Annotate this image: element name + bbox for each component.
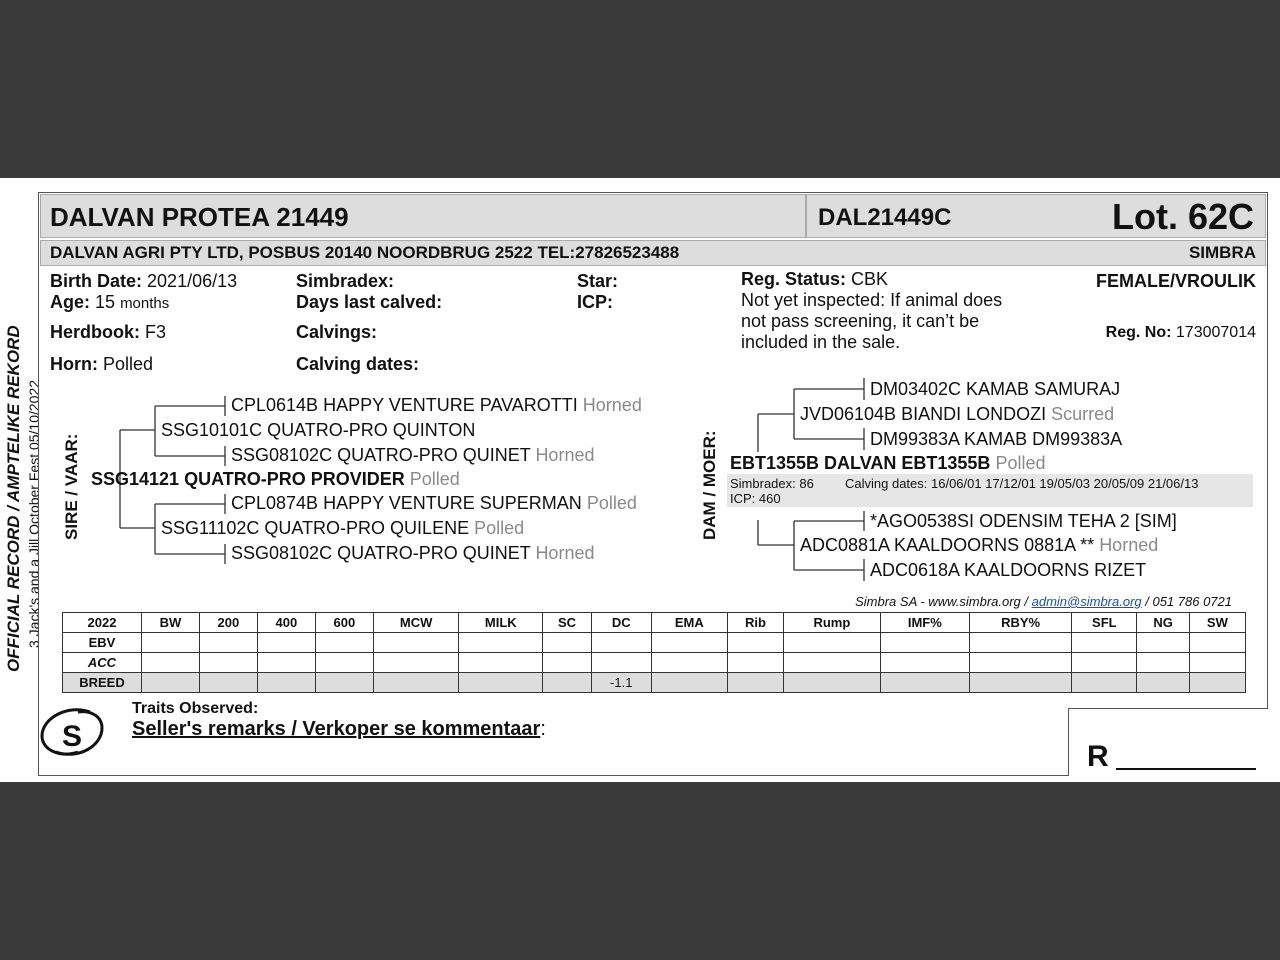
sex-label: FEMALE/VROULIK xyxy=(1096,271,1256,291)
col-milk: MILK xyxy=(459,613,543,633)
herdbook-label: Herdbook: xyxy=(50,322,140,342)
calvings-label: Calvings: xyxy=(296,322,378,342)
dam-dam-sire xyxy=(870,511,1177,532)
table-cell xyxy=(199,673,257,693)
seller-remarks xyxy=(132,718,546,741)
contact-suffix: / 051 786 0721 xyxy=(1141,594,1232,609)
table-cell xyxy=(591,653,651,673)
age-value: 15 xyxy=(95,292,116,312)
horn-label: Horn: xyxy=(50,354,98,374)
table-cell xyxy=(1189,653,1245,673)
contact-prefix: Simbra SA - www.simbra.org / xyxy=(855,594,1032,609)
official-record-label: OFFICIAL RECORD / AMPTELIKE REKORD xyxy=(4,325,23,672)
table-cell xyxy=(969,653,1071,673)
birth-date-label: Birth Date: xyxy=(50,271,143,291)
table-cell xyxy=(591,633,651,653)
price-label: R xyxy=(1087,740,1109,773)
sire-status: Polled xyxy=(409,469,460,489)
table-cell xyxy=(373,673,459,693)
star-label: Star: xyxy=(577,271,619,291)
table-cell: -1.1 xyxy=(591,673,651,693)
table-cell xyxy=(373,633,459,653)
dam-dam-status: Horned xyxy=(1099,535,1159,555)
icp-label: ICP: xyxy=(577,292,613,312)
sire-dam-dam-name: SSG08102C QUATRO-PRO QUINET xyxy=(231,543,531,563)
dam-dam-name: ADC0881A KAALDOORNS 0881A ** xyxy=(800,535,1095,555)
table-cell xyxy=(1189,633,1245,653)
col-rby: RBY% xyxy=(969,613,1071,633)
simbra-logo-icon xyxy=(38,704,106,760)
table-cell xyxy=(1072,673,1137,693)
table-cell xyxy=(880,673,969,693)
reg-number-label: Reg. No: xyxy=(1105,324,1172,341)
dam-sire-status: Scurred xyxy=(1051,404,1115,424)
table-cell xyxy=(727,633,783,653)
sire-dam-name: SSG11102C QUATRO-PRO QUILENE xyxy=(161,518,470,538)
animal-name: DALVAN PROTEA 21449 xyxy=(50,202,349,232)
dam-dam-dam xyxy=(870,560,1146,581)
contact-email-link[interactable]: admin@simbra.org xyxy=(1031,594,1142,609)
table-cell xyxy=(199,633,257,653)
dam-simbradex: Simbradex: 86 xyxy=(730,476,814,491)
table-cell xyxy=(1072,633,1137,653)
table-cell xyxy=(1137,653,1189,673)
price-line[interactable] xyxy=(1116,768,1256,770)
traits-observed-label: Traits Observed: xyxy=(132,700,259,717)
table-cell xyxy=(880,633,969,653)
sire-sire-dam-name: SSG08102C QUATRO-PRO QUINET xyxy=(231,445,531,465)
sire-dam-sire xyxy=(231,493,637,514)
age-unit: months xyxy=(120,295,170,312)
sire-sire-dam-status: Horned xyxy=(535,445,595,465)
table-cell xyxy=(459,633,543,653)
dam-sire-dam xyxy=(870,429,1122,450)
dam-sire-name: JVD06104B BIANDI LONDOZI xyxy=(800,404,1047,424)
col-sc: SC xyxy=(543,613,592,633)
logo-letter: S xyxy=(61,720,83,753)
table-cell xyxy=(257,633,315,653)
sire-sire-sire xyxy=(231,395,642,416)
sire-dam-dam-status: Horned xyxy=(535,543,595,563)
table-cell xyxy=(543,633,592,653)
table-cell xyxy=(543,673,592,693)
table-cell xyxy=(1137,633,1189,653)
col-rump: Rump xyxy=(784,613,881,633)
table-cell xyxy=(142,633,200,653)
sire-dam-sire-name: CPL0874B HAPPY VENTURE SUPERMAN xyxy=(231,493,582,513)
table-cell xyxy=(1189,673,1245,693)
col-ema: EMA xyxy=(651,613,727,633)
sire-label: SIRE / VAAR: xyxy=(62,433,81,540)
age-label: Age: xyxy=(50,292,90,312)
owner-info: DALVAN AGRI PTY LTD, POSBUS 20140 NOORDBRUG 2522 TEL:27826523488 xyxy=(50,243,680,262)
row-label: EBV xyxy=(63,633,142,653)
days-last-calved-label: Days last calved: xyxy=(296,292,443,312)
herdbook-value: F3 xyxy=(145,322,167,342)
dam-sire-dam-name: DM99383A KAMAB DM99383A xyxy=(870,429,1123,449)
dam-sire-sire-name: DM03402C KAMAB SAMURAJ xyxy=(870,379,1121,399)
col-ng: NG xyxy=(1137,613,1189,633)
table-cell xyxy=(784,653,881,673)
sire-name: SSG14121 QUATRO-PRO PROVIDER xyxy=(91,469,405,489)
horn-value: Polled xyxy=(103,354,154,374)
reg-status-label: Reg. Status: xyxy=(741,269,847,289)
row-label: BREED xyxy=(63,673,142,693)
ebv-header-row xyxy=(63,613,1246,633)
animal-id: DAL21449C xyxy=(818,204,952,231)
ebv-table xyxy=(62,612,1246,693)
table-cell xyxy=(1072,653,1137,673)
sire xyxy=(91,469,460,490)
event-label: 3 Jack's and a Jill October Fest 05/10/2022 xyxy=(26,379,42,648)
reg-status-value: CBK xyxy=(851,269,889,289)
ebv-row xyxy=(63,633,1246,653)
dam-status: Polled xyxy=(995,453,1046,473)
acc-row xyxy=(63,653,1246,673)
seller-remarks-colon: : xyxy=(540,718,546,740)
sire-sire-sire-status: Horned xyxy=(582,395,642,415)
table-cell xyxy=(142,653,200,673)
sire-sire xyxy=(161,420,475,441)
simbradex-label: Simbradex: xyxy=(296,271,395,291)
dam-sire xyxy=(800,404,1114,425)
table-cell xyxy=(969,633,1071,653)
dam-calving-dates: Calving dates: 16/06/01 17/12/01 19/05/03 20/05/09 21/06/13 xyxy=(845,476,1199,491)
col-sfl: SFL xyxy=(1072,613,1137,633)
col-bw: BW xyxy=(142,613,200,633)
reg-number-value: 173007014 xyxy=(1175,324,1256,341)
col-rib: Rib xyxy=(727,613,783,633)
reg-note-line-1: Not yet inspected: If animal does xyxy=(741,290,1003,310)
dam-label: DAM / MOER: xyxy=(700,430,719,540)
table-cell xyxy=(142,673,200,693)
table-cell xyxy=(880,653,969,673)
dam-dam-sire-name: *AGO0538SI ODENSIM TEHA 2 [SIM] xyxy=(870,511,1177,531)
table-cell xyxy=(543,653,592,673)
col-mcw: MCW xyxy=(373,613,459,633)
table-cell xyxy=(315,633,373,653)
table-cell xyxy=(651,673,727,693)
lot-number: Lot. 62C xyxy=(1111,196,1254,237)
sire-sire-dam xyxy=(231,445,594,466)
table-cell xyxy=(459,653,543,673)
sire-dam-sire-status: Polled xyxy=(586,493,637,513)
table-cell xyxy=(315,673,373,693)
contact-line xyxy=(855,594,1232,609)
table-cell xyxy=(651,653,727,673)
table-cell xyxy=(969,673,1071,693)
sire-sire-sire-name: CPL0614B HAPPY VENTURE PAVAROTTI xyxy=(231,395,578,415)
dam-dam xyxy=(800,535,1158,556)
row-label: ACC xyxy=(63,653,142,673)
table-cell xyxy=(784,673,881,693)
dam-dam-dam-name: ADC0618A KAALDOORNS RIZET xyxy=(870,560,1147,580)
pedigree-card-sheet xyxy=(0,178,1280,782)
breed-row xyxy=(63,673,1246,693)
sire-dam-status: Polled xyxy=(474,518,525,538)
sire-dam-dam xyxy=(231,543,594,564)
table-cell xyxy=(199,653,257,673)
birth-date-value: 2021/06/13 xyxy=(147,271,238,291)
col-imf: IMF% xyxy=(880,613,969,633)
col-600: 600 xyxy=(315,613,373,633)
breed-label: SIMBRA xyxy=(1188,243,1256,262)
table-cell xyxy=(257,653,315,673)
reg-note-line-3: included in the sale. xyxy=(741,332,901,352)
table-cell xyxy=(1137,673,1189,693)
col-400: 400 xyxy=(257,613,315,633)
table-cell xyxy=(784,633,881,653)
reg-note-line-2: not pass screening, it can’t be xyxy=(741,311,980,331)
table-cell xyxy=(257,673,315,693)
table-cell xyxy=(727,653,783,673)
col-sw: SW xyxy=(1189,613,1245,633)
col-200: 200 xyxy=(199,613,257,633)
dam-icp: ICP: 460 xyxy=(730,491,781,506)
col-dc: DC xyxy=(591,613,651,633)
sire-dam xyxy=(161,518,524,539)
table-cell xyxy=(459,673,543,693)
table-cell xyxy=(651,633,727,653)
col-year: 2022 xyxy=(63,613,142,633)
table-cell xyxy=(315,653,373,673)
dam xyxy=(730,453,1045,474)
table-cell xyxy=(373,653,459,673)
dam-sire-sire xyxy=(870,379,1120,400)
calving-dates-label: Calving dates: xyxy=(296,354,420,374)
dam-name: EBT1355B DALVAN EBT1355B xyxy=(730,453,991,473)
seller-remarks-label: Seller's remarks / Verkoper se kommentaar xyxy=(132,718,541,740)
table-cell xyxy=(727,673,783,693)
sire-sire-name: SSG10101C QUATRO-PRO QUINTON xyxy=(161,420,476,440)
